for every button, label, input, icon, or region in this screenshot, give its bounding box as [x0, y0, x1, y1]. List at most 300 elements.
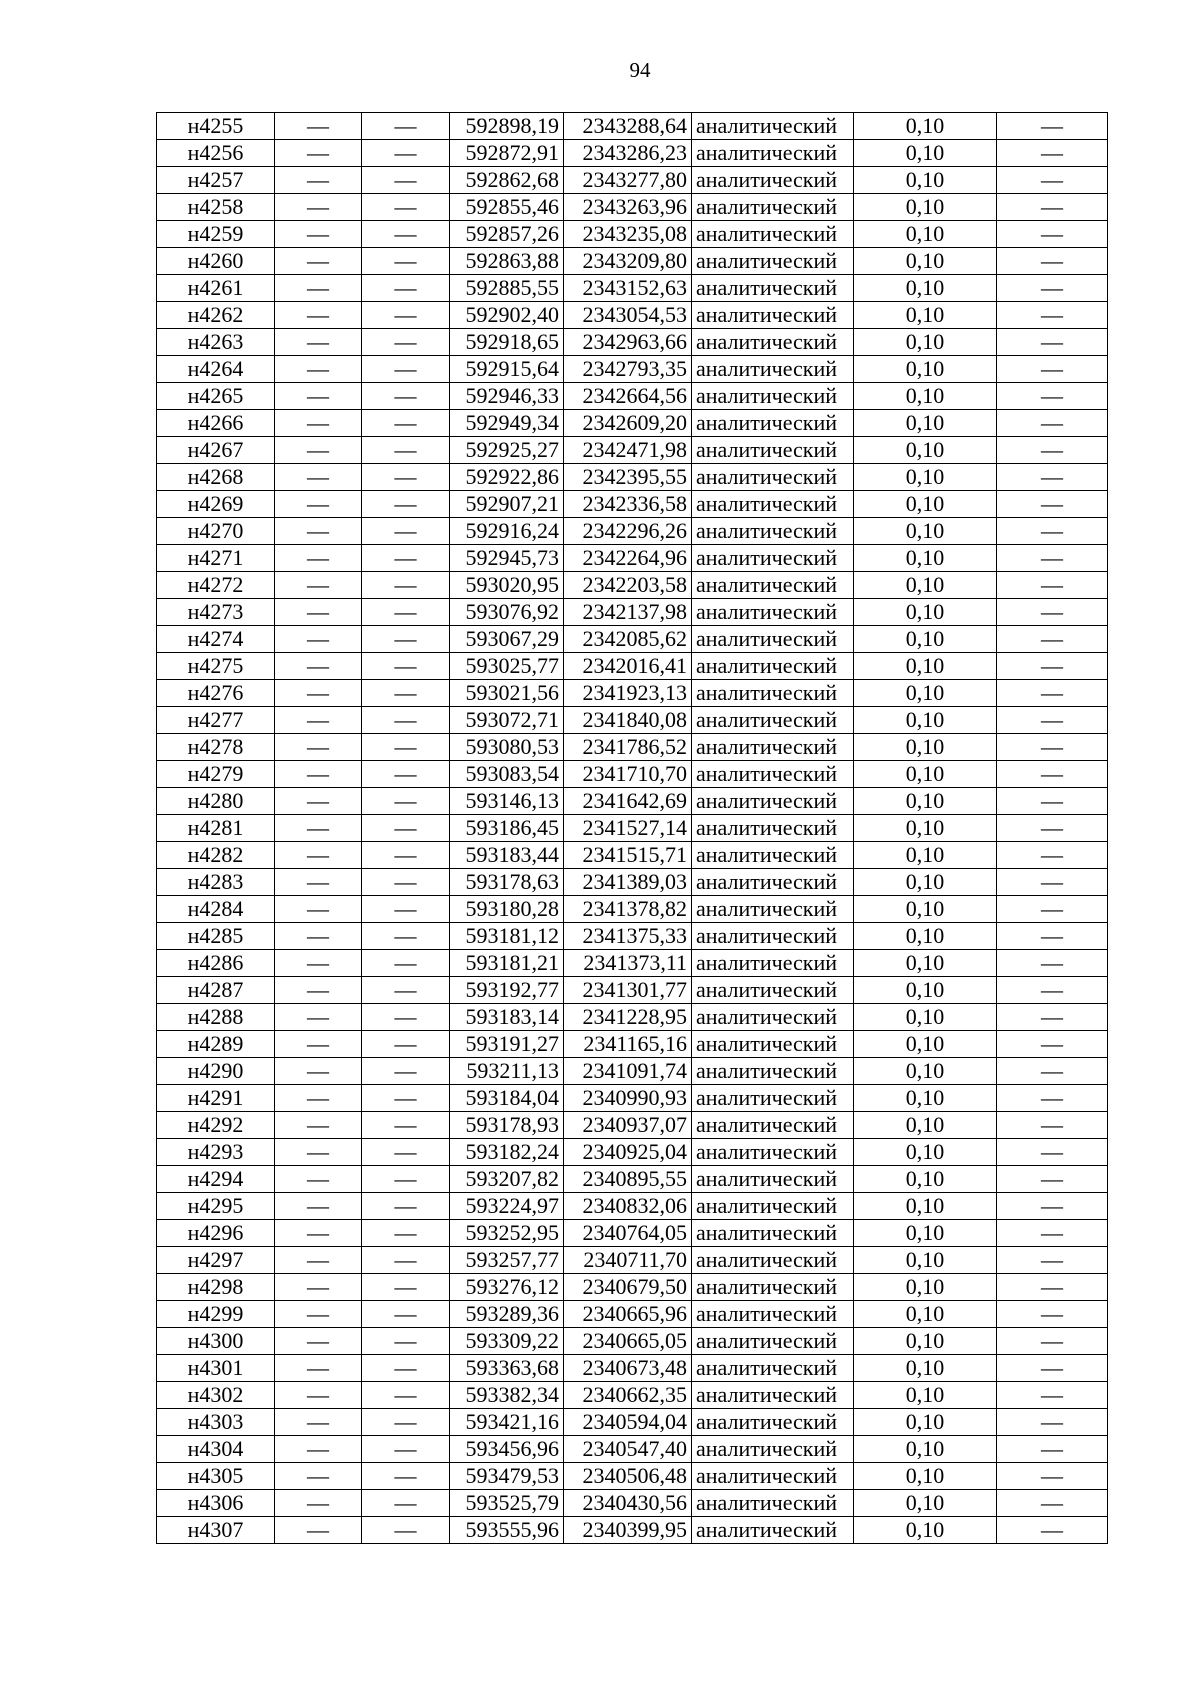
empty-marker-cell: — [362, 869, 450, 896]
precision-cell: 0,10 [854, 1382, 997, 1409]
x-coordinate-cell: 593080,53 [450, 734, 564, 761]
empty-marker-cell: — [362, 761, 450, 788]
x-coordinate-cell: 593211,13 [450, 1058, 564, 1085]
table-row [157, 1220, 1108, 1247]
empty-marker-cell: — [275, 626, 362, 653]
y-coordinate-cell: 2342963,66 [564, 329, 692, 356]
table-row [157, 302, 1108, 329]
method-cell: аналитический [692, 221, 854, 248]
table-row [157, 626, 1108, 653]
precision-cell: 0,10 [854, 1112, 997, 1139]
method-cell: аналитический [692, 437, 854, 464]
table-row [157, 1355, 1108, 1382]
precision-cell: 0,10 [854, 1274, 997, 1301]
precision-cell: 0,10 [854, 140, 997, 167]
x-coordinate-cell: 593178,93 [450, 1112, 564, 1139]
table-row [157, 1193, 1108, 1220]
point-number-cell: н4271 [157, 545, 275, 572]
description-cell: — [997, 194, 1108, 221]
y-coordinate-cell: 2342016,41 [564, 653, 692, 680]
description-cell: — [997, 896, 1108, 923]
method-cell: аналитический [692, 491, 854, 518]
empty-marker-cell: — [362, 113, 450, 140]
empty-marker-cell: — [362, 275, 450, 302]
empty-marker-cell: — [362, 1112, 450, 1139]
method-cell: аналитический [692, 140, 854, 167]
precision-cell: 0,10 [854, 356, 997, 383]
empty-marker-cell: — [362, 950, 450, 977]
empty-marker-cell: — [275, 329, 362, 356]
precision-cell: 0,10 [854, 842, 997, 869]
description-cell: — [997, 1355, 1108, 1382]
y-coordinate-cell: 2342203,58 [564, 572, 692, 599]
y-coordinate-cell: 2341527,14 [564, 815, 692, 842]
y-coordinate-cell: 2341373,11 [564, 950, 692, 977]
empty-marker-cell: — [275, 545, 362, 572]
precision-cell: 0,10 [854, 1490, 997, 1517]
empty-marker-cell: — [362, 545, 450, 572]
description-cell: — [997, 167, 1108, 194]
y-coordinate-cell: 2341375,33 [564, 923, 692, 950]
description-cell: — [997, 518, 1108, 545]
method-cell: аналитический [692, 356, 854, 383]
empty-marker-cell: — [275, 1247, 362, 1274]
precision-cell: 0,10 [854, 653, 997, 680]
empty-marker-cell: — [362, 1328, 450, 1355]
point-number-cell: н4291 [157, 1085, 275, 1112]
precision-cell: 0,10 [854, 788, 997, 815]
empty-marker-cell: — [362, 896, 450, 923]
empty-marker-cell: — [362, 383, 450, 410]
description-cell: — [997, 1382, 1108, 1409]
x-coordinate-cell: 592945,73 [450, 545, 564, 572]
point-number-cell: н4277 [157, 707, 275, 734]
x-coordinate-cell: 593207,82 [450, 1166, 564, 1193]
description-cell: — [997, 869, 1108, 896]
table-row [157, 1301, 1108, 1328]
description-cell: — [997, 545, 1108, 572]
method-cell: аналитический [692, 761, 854, 788]
y-coordinate-cell: 2340399,95 [564, 1517, 692, 1544]
empty-marker-cell: — [275, 518, 362, 545]
description-cell: — [997, 329, 1108, 356]
description-cell: — [997, 653, 1108, 680]
x-coordinate-cell: 593083,54 [450, 761, 564, 788]
y-coordinate-cell: 2341165,16 [564, 1031, 692, 1058]
table-row [157, 599, 1108, 626]
precision-cell: 0,10 [854, 869, 997, 896]
table-row [157, 1166, 1108, 1193]
empty-marker-cell: — [362, 329, 450, 356]
precision-cell: 0,10 [854, 923, 997, 950]
x-coordinate-cell: 593363,68 [450, 1355, 564, 1382]
empty-marker-cell: — [275, 1139, 362, 1166]
empty-marker-cell: — [362, 815, 450, 842]
point-number-cell: н4255 [157, 113, 275, 140]
method-cell: аналитический [692, 680, 854, 707]
point-number-cell: н4296 [157, 1220, 275, 1247]
x-coordinate-cell: 593186,45 [450, 815, 564, 842]
point-number-cell: н4275 [157, 653, 275, 680]
x-coordinate-cell: 592902,40 [450, 302, 564, 329]
description-cell: — [997, 977, 1108, 1004]
x-coordinate-cell: 593382,34 [450, 1382, 564, 1409]
point-number-cell: н4286 [157, 950, 275, 977]
description-cell: — [997, 1490, 1108, 1517]
method-cell: аналитический [692, 1193, 854, 1220]
point-number-cell: н4260 [157, 248, 275, 275]
x-coordinate-cell: 593184,04 [450, 1085, 564, 1112]
point-number-cell: н4267 [157, 437, 275, 464]
point-number-cell: н4269 [157, 491, 275, 518]
point-number-cell: н4278 [157, 734, 275, 761]
empty-marker-cell: — [275, 923, 362, 950]
point-number-cell: н4262 [157, 302, 275, 329]
x-coordinate-cell: 593289,36 [450, 1301, 564, 1328]
empty-marker-cell: — [362, 491, 450, 518]
point-number-cell: н4284 [157, 896, 275, 923]
empty-marker-cell: — [275, 140, 362, 167]
table-row [157, 572, 1108, 599]
table-row [157, 1139, 1108, 1166]
empty-marker-cell: — [275, 1355, 362, 1382]
point-number-cell: н4266 [157, 410, 275, 437]
x-coordinate-cell: 593191,27 [450, 1031, 564, 1058]
description-cell: — [997, 788, 1108, 815]
page-number: 94 [629, 58, 651, 82]
table-row [157, 950, 1108, 977]
point-number-cell: н4259 [157, 221, 275, 248]
y-coordinate-cell: 2343235,08 [564, 221, 692, 248]
method-cell: аналитический [692, 1463, 854, 1490]
point-number-cell: н4257 [157, 167, 275, 194]
precision-cell: 0,10 [854, 1463, 997, 1490]
description-cell: — [997, 1409, 1108, 1436]
y-coordinate-cell: 2341786,52 [564, 734, 692, 761]
empty-marker-cell: — [275, 113, 362, 140]
precision-cell: 0,10 [854, 1139, 997, 1166]
x-coordinate-cell: 593252,95 [450, 1220, 564, 1247]
description-cell: — [997, 302, 1108, 329]
point-number-cell: н4282 [157, 842, 275, 869]
point-number-cell: н4288 [157, 1004, 275, 1031]
method-cell: аналитический [692, 950, 854, 977]
table-row [157, 221, 1108, 248]
description-cell: — [997, 1328, 1108, 1355]
point-number-cell: н4302 [157, 1382, 275, 1409]
empty-marker-cell: — [362, 977, 450, 1004]
x-coordinate-cell: 592885,55 [450, 275, 564, 302]
empty-marker-cell: — [362, 1166, 450, 1193]
description-cell: — [997, 1193, 1108, 1220]
y-coordinate-cell: 2341228,95 [564, 1004, 692, 1031]
empty-marker-cell: — [362, 1355, 450, 1382]
method-cell: аналитический [692, 464, 854, 491]
y-coordinate-cell: 2342137,98 [564, 599, 692, 626]
empty-marker-cell: — [362, 923, 450, 950]
empty-marker-cell: — [362, 626, 450, 653]
x-coordinate-cell: 593182,24 [450, 1139, 564, 1166]
method-cell: аналитический [692, 1274, 854, 1301]
x-coordinate-cell: 592862,68 [450, 167, 564, 194]
table-row [157, 788, 1108, 815]
table-row [157, 491, 1108, 518]
empty-marker-cell: — [362, 302, 450, 329]
precision-cell: 0,10 [854, 464, 997, 491]
table-row [157, 1274, 1108, 1301]
precision-cell: 0,10 [854, 167, 997, 194]
precision-cell: 0,10 [854, 1301, 997, 1328]
precision-cell: 0,10 [854, 1247, 997, 1274]
precision-cell: 0,10 [854, 410, 997, 437]
precision-cell: 0,10 [854, 1085, 997, 1112]
method-cell: аналитический [692, 329, 854, 356]
table-row [157, 734, 1108, 761]
method-cell: аналитический [692, 599, 854, 626]
empty-marker-cell: — [362, 734, 450, 761]
point-number-cell: н4298 [157, 1274, 275, 1301]
precision-cell: 0,10 [854, 1193, 997, 1220]
point-number-cell: н4281 [157, 815, 275, 842]
empty-marker-cell: — [362, 599, 450, 626]
coordinates-table-body [157, 113, 1108, 1544]
empty-marker-cell: — [275, 437, 362, 464]
description-cell: — [997, 383, 1108, 410]
method-cell: аналитический [692, 1112, 854, 1139]
table-row [157, 1382, 1108, 1409]
empty-marker-cell: — [362, 1274, 450, 1301]
description-cell: — [997, 680, 1108, 707]
empty-marker-cell: — [362, 653, 450, 680]
empty-marker-cell: — [362, 464, 450, 491]
point-number-cell: н4305 [157, 1463, 275, 1490]
empty-marker-cell: — [275, 1058, 362, 1085]
method-cell: аналитический [692, 977, 854, 1004]
description-cell: — [997, 491, 1108, 518]
point-number-cell: н4272 [157, 572, 275, 599]
empty-marker-cell: — [275, 977, 362, 1004]
table-row [157, 140, 1108, 167]
point-number-cell: н4256 [157, 140, 275, 167]
empty-marker-cell: — [362, 680, 450, 707]
y-coordinate-cell: 2341710,70 [564, 761, 692, 788]
empty-marker-cell: — [362, 1382, 450, 1409]
point-number-cell: н4274 [157, 626, 275, 653]
method-cell: аналитический [692, 815, 854, 842]
point-number-cell: н4303 [157, 1409, 275, 1436]
table-row [157, 437, 1108, 464]
table-row [157, 1463, 1108, 1490]
table-row [157, 977, 1108, 1004]
method-cell: аналитический [692, 167, 854, 194]
empty-marker-cell: — [275, 680, 362, 707]
empty-marker-cell: — [362, 437, 450, 464]
empty-marker-cell: — [275, 275, 362, 302]
point-number-cell: н4264 [157, 356, 275, 383]
table-row [157, 653, 1108, 680]
method-cell: аналитический [692, 734, 854, 761]
y-coordinate-cell: 2342085,62 [564, 626, 692, 653]
precision-cell: 0,10 [854, 221, 997, 248]
y-coordinate-cell: 2342609,20 [564, 410, 692, 437]
empty-marker-cell: — [275, 653, 362, 680]
empty-marker-cell: — [362, 167, 450, 194]
point-number-cell: н4304 [157, 1436, 275, 1463]
x-coordinate-cell: 592863,88 [450, 248, 564, 275]
table-row [157, 1247, 1108, 1274]
table-row [157, 545, 1108, 572]
x-coordinate-cell: 592898,19 [450, 113, 564, 140]
x-coordinate-cell: 593421,16 [450, 1409, 564, 1436]
x-coordinate-cell: 593257,77 [450, 1247, 564, 1274]
precision-cell: 0,10 [854, 383, 997, 410]
description-cell: — [997, 1517, 1108, 1544]
description-cell: — [997, 221, 1108, 248]
table-row [157, 410, 1108, 437]
table-row [157, 896, 1108, 923]
table-row [157, 275, 1108, 302]
point-number-cell: н4258 [157, 194, 275, 221]
x-coordinate-cell: 593181,21 [450, 950, 564, 977]
table-row [157, 518, 1108, 545]
empty-marker-cell: — [275, 1301, 362, 1328]
y-coordinate-cell: 2340925,04 [564, 1139, 692, 1166]
description-cell: — [997, 437, 1108, 464]
table-row [157, 167, 1108, 194]
x-coordinate-cell: 593479,53 [450, 1463, 564, 1490]
empty-marker-cell: — [275, 1220, 362, 1247]
precision-cell: 0,10 [854, 329, 997, 356]
empty-marker-cell: — [275, 599, 362, 626]
description-cell: — [997, 248, 1108, 275]
description-cell: — [997, 599, 1108, 626]
description-cell: — [997, 626, 1108, 653]
table-row [157, 1517, 1108, 1544]
empty-marker-cell: — [275, 734, 362, 761]
y-coordinate-cell: 2340662,35 [564, 1382, 692, 1409]
x-coordinate-cell: 593224,97 [450, 1193, 564, 1220]
table-row [157, 356, 1108, 383]
empty-marker-cell: — [362, 1004, 450, 1031]
description-cell: — [997, 410, 1108, 437]
description-cell: — [997, 1220, 1108, 1247]
table-row [157, 1085, 1108, 1112]
point-number-cell: н4265 [157, 383, 275, 410]
empty-marker-cell: — [362, 1409, 450, 1436]
precision-cell: 0,10 [854, 977, 997, 1004]
precision-cell: 0,10 [854, 599, 997, 626]
table-row [157, 1328, 1108, 1355]
x-coordinate-cell: 593276,12 [450, 1274, 564, 1301]
empty-marker-cell: — [275, 869, 362, 896]
method-cell: аналитический [692, 248, 854, 275]
precision-cell: 0,10 [854, 626, 997, 653]
x-coordinate-cell: 593555,96 [450, 1517, 564, 1544]
y-coordinate-cell: 2341378,82 [564, 896, 692, 923]
precision-cell: 0,10 [854, 896, 997, 923]
y-coordinate-cell: 2342793,35 [564, 356, 692, 383]
x-coordinate-cell: 593183,14 [450, 1004, 564, 1031]
empty-marker-cell: — [275, 248, 362, 275]
point-number-cell: н4306 [157, 1490, 275, 1517]
x-coordinate-cell: 592946,33 [450, 383, 564, 410]
point-number-cell: н4292 [157, 1112, 275, 1139]
x-coordinate-cell: 592915,64 [450, 356, 564, 383]
table-row [157, 1490, 1108, 1517]
method-cell: аналитический [692, 194, 854, 221]
precision-cell: 0,10 [854, 680, 997, 707]
method-cell: аналитический [692, 1409, 854, 1436]
empty-marker-cell: — [275, 1328, 362, 1355]
description-cell: — [997, 464, 1108, 491]
x-coordinate-cell: 593178,63 [450, 869, 564, 896]
empty-marker-cell: — [275, 356, 362, 383]
description-cell: — [997, 1166, 1108, 1193]
empty-marker-cell: — [362, 788, 450, 815]
empty-marker-cell: — [275, 1463, 362, 1490]
precision-cell: 0,10 [854, 734, 997, 761]
empty-marker-cell: — [275, 761, 362, 788]
table-row [157, 707, 1108, 734]
empty-marker-cell: — [362, 221, 450, 248]
y-coordinate-cell: 2340895,55 [564, 1166, 692, 1193]
x-coordinate-cell: 593309,22 [450, 1328, 564, 1355]
precision-cell: 0,10 [854, 1355, 997, 1382]
x-coordinate-cell: 593072,71 [450, 707, 564, 734]
empty-marker-cell: — [275, 167, 362, 194]
coordinates-table [156, 112, 1108, 1544]
x-coordinate-cell: 593183,44 [450, 842, 564, 869]
empty-marker-cell: — [362, 248, 450, 275]
description-cell: — [997, 734, 1108, 761]
x-coordinate-cell: 592949,34 [450, 410, 564, 437]
method-cell: аналитический [692, 545, 854, 572]
x-coordinate-cell: 593076,92 [450, 599, 564, 626]
precision-cell: 0,10 [854, 302, 997, 329]
y-coordinate-cell: 2340430,56 [564, 1490, 692, 1517]
empty-marker-cell: — [275, 1490, 362, 1517]
x-coordinate-cell: 593020,95 [450, 572, 564, 599]
x-coordinate-cell: 592857,26 [450, 221, 564, 248]
method-cell: аналитический [692, 275, 854, 302]
empty-marker-cell: — [362, 1301, 450, 1328]
empty-marker-cell: — [362, 1517, 450, 1544]
method-cell: аналитический [692, 113, 854, 140]
table-row [157, 1058, 1108, 1085]
y-coordinate-cell: 2340679,50 [564, 1274, 692, 1301]
table-row [157, 1436, 1108, 1463]
method-cell: аналитический [692, 869, 854, 896]
empty-marker-cell: — [362, 410, 450, 437]
empty-marker-cell: — [362, 140, 450, 167]
y-coordinate-cell: 2343288,64 [564, 113, 692, 140]
point-number-cell: н4273 [157, 599, 275, 626]
y-coordinate-cell: 2340665,05 [564, 1328, 692, 1355]
y-coordinate-cell: 2343263,96 [564, 194, 692, 221]
x-coordinate-cell: 592872,91 [450, 140, 564, 167]
empty-marker-cell: — [362, 1085, 450, 1112]
precision-cell: 0,10 [854, 194, 997, 221]
precision-cell: 0,10 [854, 437, 997, 464]
description-cell: — [997, 140, 1108, 167]
description-cell: — [997, 761, 1108, 788]
description-cell: — [997, 113, 1108, 140]
description-cell: — [997, 815, 1108, 842]
empty-marker-cell: — [275, 302, 362, 329]
table-row [157, 761, 1108, 788]
table-row [157, 1409, 1108, 1436]
method-cell: аналитический [692, 707, 854, 734]
